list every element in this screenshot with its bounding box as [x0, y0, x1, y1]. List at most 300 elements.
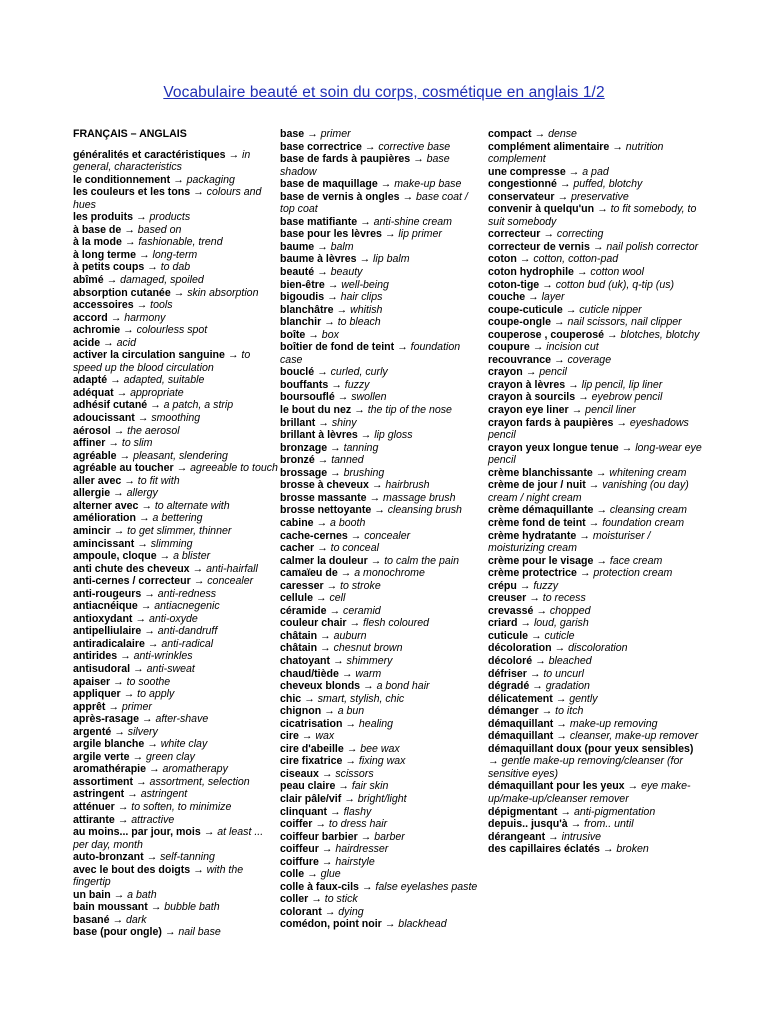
english-term: white clay [160, 738, 208, 751]
arrow-icon: → [318, 767, 336, 780]
english-term: acid [116, 336, 137, 349]
french-term: au moins... par jour, mois [73, 826, 201, 839]
french-term: brosse massante [280, 491, 367, 504]
french-term: couleur chair [280, 617, 347, 630]
arrow-icon: → [321, 316, 338, 329]
vocab-entry [73, 475, 278, 488]
french-term: affiner [73, 437, 106, 450]
arrow-icon: → [357, 215, 374, 228]
french-term: base de maquillage [280, 178, 378, 191]
vocab-entry [73, 149, 278, 174]
french-term: brillant à lèvres [280, 429, 358, 442]
english-term: long-term [152, 248, 198, 261]
french-term: cicatrisation [280, 717, 343, 730]
arrow-icon: → [190, 186, 207, 199]
french-term: base correctrice [280, 140, 362, 153]
english-term: anti-shine cream [373, 215, 452, 228]
arrow-icon: → [314, 266, 331, 279]
english-term: to fit with [137, 474, 180, 487]
vocab-entry [280, 366, 485, 379]
english-term: fuzzy [533, 579, 559, 592]
vocab-entry [280, 417, 485, 430]
vocab-entry [73, 374, 278, 387]
vocab-entry [280, 755, 485, 768]
vocab-entry [73, 663, 278, 676]
vocab-entry [73, 600, 278, 613]
arrow-icon: → [517, 617, 534, 630]
vocab-entry [488, 780, 703, 805]
arrow-icon: → [314, 454, 332, 467]
french-term: coiffeur [280, 843, 319, 856]
french-term: achromie [73, 324, 121, 337]
vocab-entry [488, 291, 703, 304]
vocabulary-column-3 [488, 128, 703, 856]
vocab-entry [488, 718, 703, 731]
vocab-entry [488, 316, 703, 329]
english-term: anti-sweat [146, 662, 195, 675]
french-term: démaquillant [488, 730, 554, 743]
french-term: argenté [73, 725, 112, 738]
english-term: eyeshadows pencil [488, 416, 689, 442]
english-term: shimmery [346, 654, 393, 667]
vocab-entry [73, 287, 278, 300]
english-term: foundation case [280, 341, 461, 366]
vocab-entry [73, 462, 278, 475]
french-term: base pour les lèvres [280, 228, 382, 241]
arrow-icon: → [120, 324, 137, 337]
arrow-icon: → [545, 830, 562, 843]
english-term: colours and hues [73, 186, 262, 211]
vocab-entry [73, 889, 278, 902]
arrow-icon: → [304, 128, 321, 140]
vocab-entry [488, 479, 703, 504]
english-term: correcting [556, 228, 604, 241]
arrow-icon: → [594, 203, 611, 216]
french-term: céramide [280, 604, 327, 617]
arrow-icon: → [107, 311, 125, 324]
french-term: à base de [73, 223, 122, 236]
vocab-entry [73, 788, 278, 801]
vocab-entry [73, 864, 278, 889]
vocab-entry [73, 738, 278, 751]
french-term: argile verte [73, 750, 130, 763]
vocab-entry [73, 676, 278, 689]
english-term: the tip of the nose [367, 404, 452, 417]
arrow-icon: → [323, 579, 341, 592]
french-term: coton hydrophile [488, 266, 574, 279]
vocab-entry [488, 253, 703, 266]
vocab-entry [73, 337, 278, 350]
english-term: from.. until [584, 818, 634, 831]
english-term: to bleach [337, 316, 381, 329]
english-term: eyebrow pencil [591, 391, 663, 404]
arrow-icon: → [529, 341, 547, 354]
vocab-entry [280, 467, 485, 480]
french-term: amélioration [73, 512, 136, 525]
english-term: flesh coloured [363, 617, 429, 630]
arrow-icon: → [529, 680, 546, 693]
vocab-entry [280, 216, 485, 229]
arrow-icon: → [360, 680, 377, 693]
arrow-icon: → [568, 404, 586, 417]
arrow-icon: → [551, 642, 569, 655]
french-term: boîtier de fond de teint [280, 341, 395, 354]
vocab-entry [73, 236, 278, 249]
english-term: colourless spot [136, 324, 208, 337]
french-term: crème pour le visage [488, 554, 594, 567]
vocab-entry [280, 316, 485, 329]
english-term: dark [126, 913, 147, 926]
vocab-entry [280, 743, 485, 756]
vocab-entry [280, 730, 485, 743]
french-term: clinquant [280, 805, 328, 818]
french-term: à long terme [73, 248, 136, 261]
arrow-icon: → [111, 725, 128, 738]
english-term: nail scissors, nail clipper [567, 316, 682, 329]
english-term: base shadow [280, 153, 450, 178]
vocab-entry [488, 417, 703, 442]
english-term: primer [320, 128, 351, 140]
french-term: base (pour ongle) [73, 926, 162, 939]
arrow-icon: → [609, 140, 626, 153]
french-term: base [280, 128, 305, 140]
column-heading: FRANÇAIS – ANGLAIS [73, 128, 187, 140]
french-term: coiffer [280, 818, 313, 831]
arrow-icon: → [603, 328, 621, 341]
vocab-entry [280, 253, 485, 266]
vocab-entry [73, 274, 278, 287]
french-term: anti chute des cheveux [73, 562, 190, 575]
english-term: beauty [330, 266, 363, 279]
vocab-entry [73, 826, 278, 851]
english-term: tools [150, 299, 173, 312]
arrow-icon: → [550, 316, 568, 329]
english-term: glue [320, 868, 341, 881]
arrow-icon: → [556, 178, 574, 191]
french-term: convenir à quelqu'un [488, 203, 595, 216]
arrow-icon: → [110, 524, 128, 537]
english-term: anti-wrinkles [133, 650, 193, 663]
arrow-icon: → [522, 366, 540, 379]
english-term: cuticle nipper [579, 303, 642, 316]
french-term: dégradé [488, 680, 530, 693]
english-term: pencil [539, 366, 567, 379]
english-term: fuzzy [344, 378, 370, 391]
english-term: to recess [542, 592, 586, 605]
vocab-entry [73, 437, 278, 450]
arrow-icon: → [381, 228, 399, 241]
french-term: activer la circulation sanguine [73, 349, 225, 362]
document-title[interactable]: Vocabulaire beauté et soin du corps, cosmétique en anglais 1/2 [163, 84, 605, 101]
english-term: slimming [150, 537, 193, 550]
french-term: bronzage [280, 441, 328, 454]
french-term: avec le bout des doigts [73, 863, 191, 876]
french-term: décoloration [488, 642, 552, 655]
vocab-entry [488, 530, 703, 555]
english-term: self-tanning [160, 851, 215, 864]
vocab-entry [488, 580, 703, 593]
vocab-entry [488, 391, 703, 404]
vocab-entry [280, 429, 485, 442]
french-term: coiffure [280, 855, 319, 868]
vocab-entry [488, 379, 703, 392]
french-term: blanchir [280, 316, 322, 329]
arrow-icon: → [589, 240, 607, 253]
english-term: to dab [160, 261, 191, 274]
vocab-entry [280, 128, 485, 141]
english-term: bright/light [357, 792, 407, 805]
english-term: coverage [567, 353, 612, 366]
english-term: whitish [350, 303, 383, 316]
vocab-entry [280, 868, 485, 881]
vocab-entry [488, 705, 703, 718]
french-term: crayon fards à paupières [488, 416, 614, 429]
english-term: bleached [548, 654, 592, 667]
french-term: une compresse [488, 165, 566, 178]
arrow-icon: → [110, 424, 128, 437]
french-term: base de vernis à ongles [280, 190, 400, 203]
arrow-icon: → [133, 211, 150, 224]
french-term: crayon eye liner [488, 404, 569, 417]
english-term: cuticle [544, 629, 575, 642]
vocab-entry [280, 291, 485, 304]
arrow-icon: → [121, 223, 138, 236]
vocab-entry [488, 178, 703, 191]
arrow-icon: → [133, 299, 151, 312]
vocab-entry [73, 349, 278, 374]
vocab-entry [280, 580, 485, 593]
arrow-icon: → [552, 692, 570, 705]
english-term: to calm the pain [384, 554, 460, 567]
english-term: a bath [127, 888, 157, 901]
english-term: gentle make-up removing/cleanser (for sensitive eyes) [488, 755, 683, 780]
arrow-icon: → [592, 466, 610, 479]
english-term: the aerosol [127, 424, 180, 437]
vocab-entry [280, 329, 485, 342]
arrow-icon: → [368, 479, 386, 492]
french-term: complément alimentaire [488, 140, 610, 153]
english-term: lip primer [398, 228, 442, 241]
english-term: incision cut [546, 341, 599, 354]
arrow-icon: → [190, 575, 208, 588]
vocab-entry [73, 625, 278, 638]
vocab-entry [488, 191, 703, 204]
vocab-entry [280, 768, 485, 781]
arrow-icon: → [308, 893, 325, 906]
arrow-icon: → [117, 650, 134, 663]
french-term: beauté [280, 266, 315, 279]
french-term: anti-cernes / correcteur [73, 575, 191, 588]
arrow-icon: → [343, 742, 361, 755]
vocab-entry [73, 312, 278, 325]
arrow-icon: → [225, 148, 242, 161]
arrow-icon: → [321, 905, 339, 918]
arrow-icon: → [334, 391, 352, 404]
french-term: correcteur de vernis [488, 240, 590, 253]
english-term: wax [315, 730, 335, 743]
vocab-entry [73, 926, 278, 939]
french-term: conservateur [488, 190, 555, 203]
french-term: cache-cernes [280, 529, 348, 542]
vocab-entry [488, 128, 703, 141]
english-term: loud, garish [533, 617, 589, 630]
english-term: eye make-up/make-up/cleanser remover [488, 780, 691, 805]
french-term: crème hydratante [488, 529, 577, 542]
english-term: balm [330, 240, 354, 253]
arrow-icon: → [357, 429, 375, 442]
english-term: swollen [351, 391, 387, 404]
arrow-icon: → [576, 567, 594, 580]
vocab-entry [280, 153, 485, 178]
vocab-entry [280, 241, 485, 254]
french-term: antioxydant [73, 612, 133, 625]
arrow-icon: → [132, 612, 149, 625]
arrow-icon: → [124, 788, 141, 801]
english-term: barber [374, 830, 405, 843]
vocab-entry [73, 801, 278, 814]
vocab-entry [280, 918, 485, 931]
vocab-entry [280, 630, 485, 643]
arrow-icon: → [130, 662, 147, 675]
vocab-entry [488, 630, 703, 643]
english-term: cleansing brush [387, 504, 462, 517]
vocab-entry [280, 843, 485, 856]
french-term: crème fond de teint [488, 516, 586, 529]
french-term: cellule [280, 592, 313, 605]
french-term: bain moussant [73, 901, 148, 914]
french-term: coiffeur barbier [280, 830, 358, 843]
arrow-icon: → [100, 336, 117, 349]
french-term: délicatement [488, 692, 553, 705]
english-term: dying [338, 905, 364, 918]
vocab-entry [280, 304, 485, 317]
french-term: allergie [73, 487, 111, 500]
french-term: clair pâle/vif [280, 792, 342, 805]
french-term: démanger [488, 705, 539, 718]
english-term: concealer [207, 575, 254, 588]
vocab-entry [488, 617, 703, 630]
vocab-entry [488, 806, 703, 819]
english-term: concealer [364, 529, 411, 542]
french-term: peau claire [280, 780, 336, 793]
arrow-icon: → [321, 705, 338, 718]
vocab-entry [73, 186, 278, 211]
arrow-icon: → [585, 516, 603, 529]
english-term: silvery [127, 725, 158, 738]
vocab-entry [73, 776, 278, 789]
vocab-entry [73, 763, 278, 776]
french-term: dépigmentant [488, 805, 558, 818]
french-term: cabine [280, 516, 314, 529]
english-term: tanned [331, 454, 364, 467]
arrow-icon: → [136, 512, 153, 525]
arrow-icon: → [146, 763, 163, 776]
vocab-entry [73, 575, 278, 588]
english-term: allergy [126, 487, 158, 500]
vocab-entry [488, 228, 703, 241]
vocab-entry [73, 249, 278, 262]
french-term: coller [280, 893, 309, 906]
english-term: packaging [186, 173, 235, 186]
english-term: shiny [331, 416, 357, 429]
arrow-icon: → [327, 441, 344, 454]
vocab-entry [73, 512, 278, 525]
vocab-entry [280, 906, 485, 919]
french-term: couche [488, 291, 526, 304]
french-term: brosse à cheveux [280, 479, 369, 492]
arrow-icon: → [138, 499, 155, 512]
vocab-entry [73, 550, 278, 563]
french-term: compact [488, 128, 532, 140]
english-term: corrective base [378, 140, 451, 153]
french-term: acide [73, 336, 101, 349]
french-term: baume [280, 240, 315, 253]
arrow-icon: → [224, 349, 242, 362]
french-term: abîmé [73, 274, 104, 287]
french-term: crayon à lèvres [488, 378, 566, 391]
french-term: accessoires [73, 299, 134, 312]
english-term: anti-redness [157, 587, 217, 600]
french-term: colle [280, 868, 305, 881]
english-term: in general, characteristics [73, 148, 251, 174]
english-term: to fit somebody, to suit somebody [488, 203, 697, 228]
vocab-entry [488, 818, 703, 831]
arrow-icon: → [531, 128, 549, 140]
arrow-icon: → [312, 592, 330, 605]
vocab-entry [73, 650, 278, 663]
arrow-icon: → [200, 826, 218, 839]
arrow-icon: → [593, 554, 610, 567]
english-term: smart, stylish, chic [317, 692, 405, 705]
arrow-icon: → [143, 851, 161, 864]
arrow-icon: → [327, 805, 344, 818]
vocab-entry [73, 425, 278, 438]
english-term: base coat / top coat [280, 190, 468, 216]
french-term: brillant [280, 416, 316, 429]
french-term: généralités et caractéristiques [73, 148, 226, 161]
arrow-icon: → [107, 374, 124, 387]
english-term: cotton wool [590, 266, 645, 279]
french-term: brosse nettoyante [280, 504, 372, 517]
english-term: gradation [545, 680, 590, 693]
english-term: to conceal [330, 542, 379, 555]
vocab-entry [280, 542, 485, 555]
french-term: antiacnéique [73, 600, 138, 613]
vocab-entry [488, 266, 703, 279]
arrow-icon: → [367, 554, 385, 567]
french-term: coupe-cuticule [488, 303, 563, 316]
french-term: anti-rougeurs [73, 587, 142, 600]
vocab-entry [280, 567, 485, 580]
arrow-icon: → [599, 843, 617, 856]
english-term: at least ... per day, month [73, 826, 264, 851]
french-term: démaquillant doux (pour yeux sensibles) [488, 742, 694, 755]
arrow-icon: → [538, 705, 556, 718]
vocab-entry [488, 555, 703, 568]
english-term: blackhead [398, 918, 447, 931]
english-term: cotton bud (uk), q-tip (us) [555, 278, 675, 291]
french-term: boursouflé [280, 391, 335, 404]
english-term: massage brush [383, 491, 456, 504]
arrow-icon: → [305, 328, 322, 341]
french-term: bien-être [280, 278, 325, 291]
vocabulary-column-1 [73, 128, 278, 939]
arrow-icon: → [137, 600, 155, 613]
arrow-icon: → [133, 775, 150, 788]
english-term: to stick [324, 893, 358, 906]
vocab-entry [280, 893, 485, 906]
arrow-icon: → [141, 625, 158, 638]
